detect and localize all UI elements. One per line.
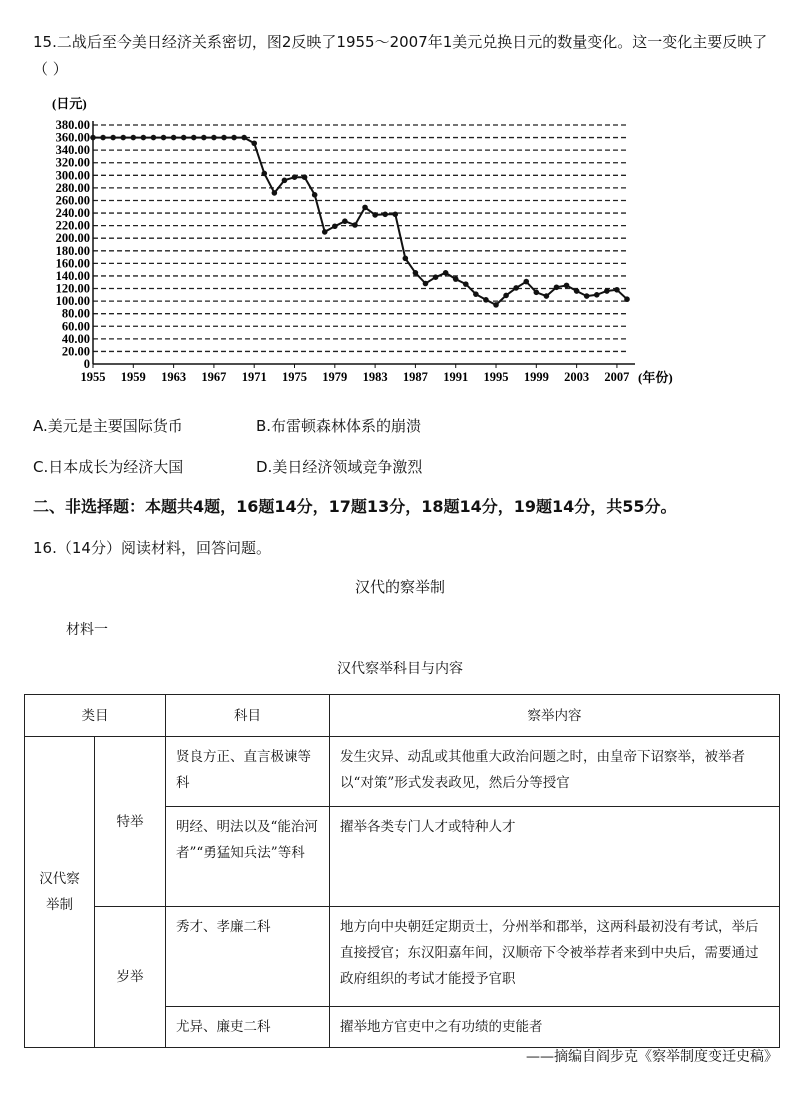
data-point xyxy=(463,281,469,287)
data-point xyxy=(403,256,409,262)
group-suiju: 岁举 xyxy=(95,907,166,1048)
data-point xyxy=(201,135,207,141)
option-b: B.布雷顿森林体系的崩溃 xyxy=(256,417,422,435)
content-cell: 地方向中央朝廷定期贡士，分州举和郡举，这两科最初没有考试，举后直接授官；东汉阳嘉年间，汉顺帝下令被举荐者来到中央后，需要通过政府组织的考试才能授予官职 xyxy=(330,907,780,1007)
data-point xyxy=(523,279,529,285)
data-point xyxy=(513,285,519,291)
x-tick-label: 1971 xyxy=(241,370,267,384)
source-citation: ——摘编自阎步克《察举制度变迁史稿》 xyxy=(526,1049,778,1065)
data-point xyxy=(423,281,429,287)
data-point xyxy=(272,190,278,196)
material-label: 材料一 xyxy=(66,622,108,638)
data-point xyxy=(362,205,368,211)
data-point xyxy=(433,274,439,280)
y-tick-label: 280.00 xyxy=(55,180,90,195)
x-tick-label: 2003 xyxy=(564,370,590,384)
data-point xyxy=(191,135,197,141)
data-point xyxy=(221,135,227,141)
data-point xyxy=(584,293,590,299)
y-tick-label: 260.00 xyxy=(55,193,90,208)
question-16-stem: 16.（14分）阅读材料，回答问题。 xyxy=(33,539,271,557)
category-cell: 汉代察举制 xyxy=(25,737,95,1048)
x-tick-label: 1959 xyxy=(120,370,146,384)
data-point xyxy=(312,192,318,198)
option-d: D.美日经济领域竞争激烈 xyxy=(256,458,423,476)
data-point xyxy=(342,218,348,224)
y-tick-label: 100.00 xyxy=(55,294,90,309)
data-point xyxy=(151,135,157,141)
chart-x-axis-label: (年份) xyxy=(638,370,673,385)
y-tick-label: 300.00 xyxy=(55,168,90,183)
data-point xyxy=(503,293,509,299)
x-tick-label: 2007 xyxy=(604,370,630,384)
section-2-title: 二、非选择题：本题共4题，16题14分，17题13分，18题14分，19题14分，共55分。 xyxy=(33,497,677,516)
x-tick-label: 1987 xyxy=(402,370,428,384)
y-tick-label: 240.00 xyxy=(55,206,90,221)
data-point xyxy=(594,292,600,298)
content-cell: 擢举各类专门人才或特种人才 xyxy=(330,807,780,907)
option-a: A.美元是主要国际货币 xyxy=(33,417,183,435)
data-point xyxy=(443,270,449,276)
data-point xyxy=(332,223,338,229)
y-tick-label: 220.00 xyxy=(55,218,90,233)
x-tick-label: 1983 xyxy=(362,370,388,384)
data-point xyxy=(110,135,116,141)
subject-cell: 明经、明法以及“能治河者”“勇猛知兵法”等科 xyxy=(166,807,330,907)
data-point xyxy=(483,297,489,303)
y-tick-label: 60.00 xyxy=(61,319,90,334)
content-cell: 发生灾异、动乱或其他重大政治问题之时，由皇帝下诏察举，被举者以“对策”形式发表政见，然后分等授官 xyxy=(330,737,780,807)
header-category: 类目 xyxy=(25,695,166,737)
y-tick-label: 180.00 xyxy=(55,243,90,258)
header-content: 察举内容 xyxy=(330,695,780,737)
x-tick-label: 1979 xyxy=(322,370,348,384)
x-tick-label: 1975 xyxy=(282,370,308,384)
data-point xyxy=(382,212,388,218)
data-point xyxy=(292,174,298,180)
data-point xyxy=(453,276,459,282)
data-point xyxy=(413,270,419,276)
data-point xyxy=(171,135,177,141)
data-point xyxy=(90,135,96,141)
data-point xyxy=(574,288,580,294)
data-point xyxy=(100,135,106,141)
y-tick-label: 140.00 xyxy=(55,268,90,283)
data-point xyxy=(282,178,288,184)
y-tick-label: 340.00 xyxy=(55,143,90,158)
data-point xyxy=(211,135,217,141)
data-point xyxy=(251,140,257,146)
data-point xyxy=(564,283,570,289)
data-point xyxy=(544,293,550,299)
y-tick-label: 80.00 xyxy=(61,306,90,321)
subject-cell: 秀才、孝廉二科 xyxy=(166,907,330,1007)
table-row xyxy=(25,737,780,807)
data-point xyxy=(141,135,147,141)
content-cell: 擢举地方官吏中之有功绩的吏能者 xyxy=(330,1007,780,1048)
data-point xyxy=(231,135,237,141)
data-point xyxy=(534,290,540,296)
chart-y-axis-label: (日元) xyxy=(52,96,87,111)
data-point xyxy=(624,296,630,302)
chaju-table xyxy=(24,694,780,1048)
x-tick-label: 1995 xyxy=(483,370,509,384)
table-row xyxy=(25,907,780,1007)
y-tick-label: 200.00 xyxy=(55,231,90,246)
y-tick-label: 120.00 xyxy=(55,281,90,296)
data-point xyxy=(120,135,126,141)
data-point xyxy=(181,135,187,141)
y-tick-label: 0 xyxy=(83,357,90,371)
data-point xyxy=(604,288,610,294)
header-subject: 科目 xyxy=(166,695,330,737)
data-point xyxy=(322,229,328,235)
data-point xyxy=(554,284,560,290)
group-teju: 特举 xyxy=(95,737,166,907)
data-point xyxy=(261,171,267,177)
y-tick-label: 20.00 xyxy=(61,344,90,359)
data-point xyxy=(241,135,247,141)
x-tick-label: 1955 xyxy=(80,370,106,384)
y-tick-label: 380.00 xyxy=(55,118,90,132)
question-16-title: 汉代的察举制 xyxy=(354,578,445,596)
data-point xyxy=(493,302,499,308)
x-tick-label: 1999 xyxy=(523,370,549,384)
subject-cell: 尤异、廉吏二科 xyxy=(166,1007,330,1048)
table-title: 汉代察举科目与内容 xyxy=(337,661,463,677)
data-point xyxy=(161,135,167,141)
y-tick-label: 40.00 xyxy=(61,331,90,346)
data-point xyxy=(372,212,378,218)
y-tick-label: 160.00 xyxy=(55,256,90,271)
y-tick-label: 360.00 xyxy=(55,130,90,145)
data-point xyxy=(302,174,308,180)
data-point xyxy=(614,287,620,293)
data-point xyxy=(131,135,137,141)
x-tick-label: 1967 xyxy=(201,370,227,384)
table-header-row xyxy=(25,695,780,737)
data-point xyxy=(392,212,398,218)
exchange-rate-chart xyxy=(30,92,710,392)
x-tick-label: 1991 xyxy=(443,370,469,384)
y-tick-label: 320.00 xyxy=(55,155,90,170)
data-point xyxy=(352,222,358,228)
x-tick-label: 1963 xyxy=(161,370,187,384)
data-point xyxy=(473,291,479,297)
option-c: C.日本成长为经济大国 xyxy=(33,458,184,476)
question-15-stem: 15.二战后至今美日经济关系密切，图2反映了1955～2007年1美元兑换日元的数量变化。这一变化主要反映了（ ） xyxy=(33,33,768,78)
subject-cell: 贤良方正、直言极谏等科 xyxy=(166,737,330,807)
